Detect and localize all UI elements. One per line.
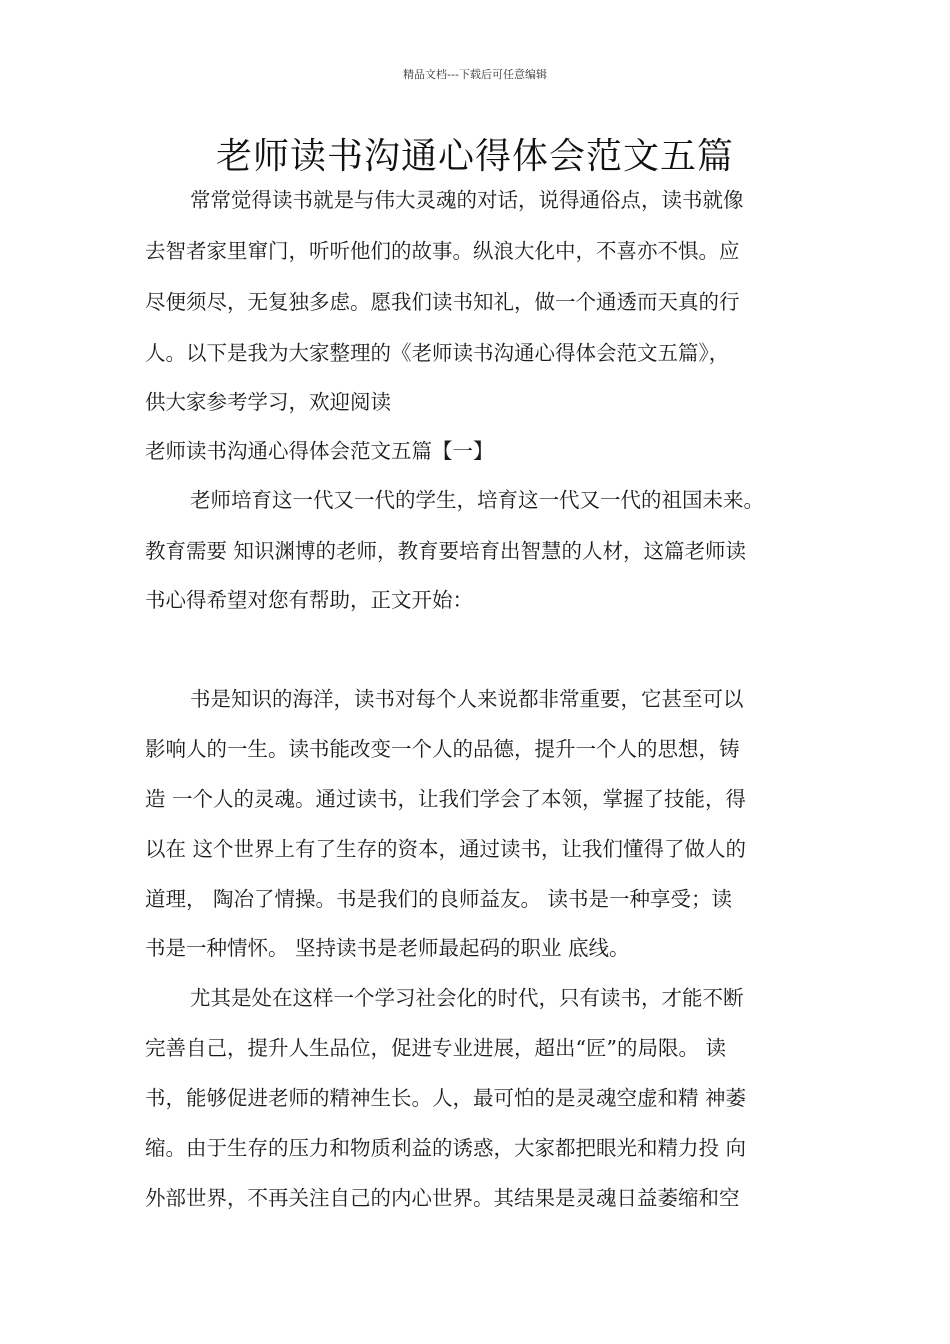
paragraph-line: 影响人的一生。读书能改变一个人的品德，提升一个人的思想，铸 bbox=[145, 737, 740, 761]
paragraph-line: 书是知识的海洋，读书对每个人来说都非常重要，它甚至可以 bbox=[190, 687, 744, 711]
section-heading: 老师读书沟通心得体会范文五篇【一】 bbox=[145, 439, 494, 463]
paragraph-line: 书是一种情怀。 坚持读书是老师最起码的职业 底线。 bbox=[145, 936, 630, 960]
paragraph-line: 供大家参考学习，欢迎阅读 bbox=[145, 390, 391, 414]
paragraph-line: 道理， 陶冶了情操。书是我们的良师益友。 读书是一种享受；读 bbox=[145, 887, 733, 911]
document-title: 老师读书沟通心得体会范文五篇 bbox=[215, 136, 734, 177]
paragraph-line: 老师培育这一代又一代的学生，培育这一代又一代的祖国未来。 bbox=[190, 488, 764, 512]
paragraph-line: 尤其是处在这样一个学习社会化的时代，只有读书，才能不断 bbox=[190, 986, 744, 1010]
paragraph-line: 完善自己，提升人生品位，促进专业进展，超出“匠”的局限。 读 bbox=[145, 1036, 726, 1060]
paragraph-line: 书心得希望对您有帮助，正文开始： bbox=[145, 588, 473, 612]
paragraph-line: 以在 这个世界上有了生存的资本，通过读书，让我们懂得了做人的 bbox=[145, 837, 747, 861]
page-header: 精品文档---下载后可任意编辑 bbox=[403, 68, 547, 81]
paragraph-line: 书，能够促进老师的精神生长。人，最可怕的是灵魂空虚和精 神萎 bbox=[145, 1086, 747, 1110]
paragraph-line: 造 一个人的灵魂。通过读书，让我们学会了本领，掌握了技能，得 bbox=[145, 787, 747, 811]
paragraph-line: 教育需要 知识渊博的老师，教育要培育出智慧的人材，这篇老师读 bbox=[145, 539, 747, 563]
paragraph-line: 外部世界，不再关注自己的内心世界。其结果是灵魂日益萎缩和空 bbox=[145, 1186, 740, 1210]
paragraph-line: 尽便须尽，无复独多虑。愿我们读书知礼，做一个通透而天真的行 bbox=[145, 290, 740, 314]
paragraph-line: 去智者家里窜门，听听他们的故事。纵浪大化中，不喜亦不惧。应 bbox=[145, 239, 740, 263]
paragraph-line: 人。以下是我为大家整理的《老师读书沟通心得体会范文五篇》， bbox=[145, 341, 730, 365]
paragraph-line: 常常觉得读书就是与伟大灵魂的对话，说得通俗点，读书就像 bbox=[190, 188, 744, 212]
paragraph-line: 缩。由于生存的压力和物质利益的诱惑，大家都把眼光和精力投 向 bbox=[145, 1136, 747, 1160]
